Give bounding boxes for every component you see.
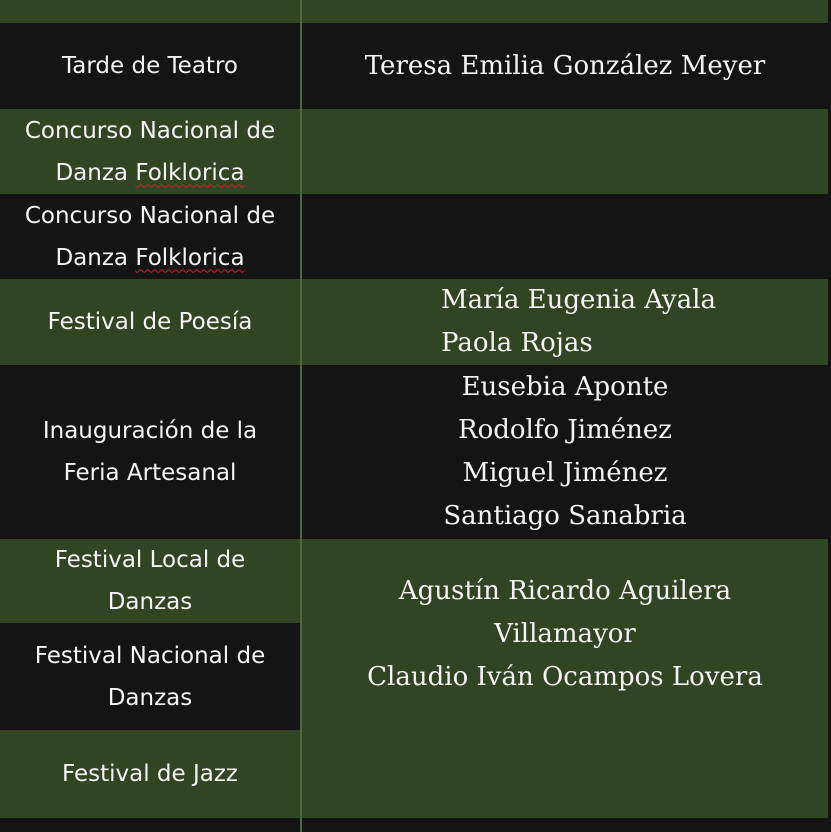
event-cell [0,365,300,539]
person-name: Paola Rojas [441,328,593,358]
person-name: María Eugenia Ayala [441,285,716,315]
person-name: Claudio Iván Ocampos Lovera [367,662,763,692]
event-line: Concurso Nacional de [24,202,276,229]
event-line: Festival Local de [54,547,246,573]
names-cell [302,365,828,539]
table-row-bottom-fragment [0,818,828,832]
names-cell-empty [302,194,828,279]
spellcheck-word: Folklorica [135,159,245,186]
event-line: Danzas [107,684,193,711]
names-cell-merged [302,539,828,730]
event-cell [0,279,300,365]
spellcheck-word: Folklorica [135,244,245,271]
column-divider [300,0,302,832]
event-cell [0,109,300,194]
names-cell-empty [302,109,828,194]
event-cell [0,194,300,279]
table-row-top-fragment [0,0,828,23]
event-cell [0,730,300,818]
event-line: Tarde de Teatro [62,53,238,79]
event-line: Danzas [107,589,193,615]
names-cell-empty [302,730,828,818]
event-cell [0,539,300,623]
person-name: Villamayor [494,619,636,649]
names-cell [302,23,828,109]
event-line: Danza Folklorica [55,159,245,186]
person-name: Rodolfo Jiménez [458,415,672,445]
person-name: Teresa Emilia González Meyer [364,50,766,81]
person-name: Eusebia Aponte [461,372,669,402]
event-cell [0,623,300,730]
event-line: Concurso Nacional de [24,117,276,144]
event-line: Feria Artesanal [63,460,237,486]
event-line: Festival de Jazz [61,761,238,787]
event-line: Festival Nacional de [34,642,266,669]
person-name: Miguel Jiménez [462,458,668,488]
event-line: Inauguración de la [42,418,258,444]
names-cell [302,279,828,365]
person-name: Agustín Ricardo Aguilera [398,576,732,606]
event-cell [0,23,300,109]
event-line: Festival de Poesía [47,309,253,335]
event-line: Danza Folklorica [55,244,245,271]
person-name: Santiago Sanabria [443,501,687,531]
